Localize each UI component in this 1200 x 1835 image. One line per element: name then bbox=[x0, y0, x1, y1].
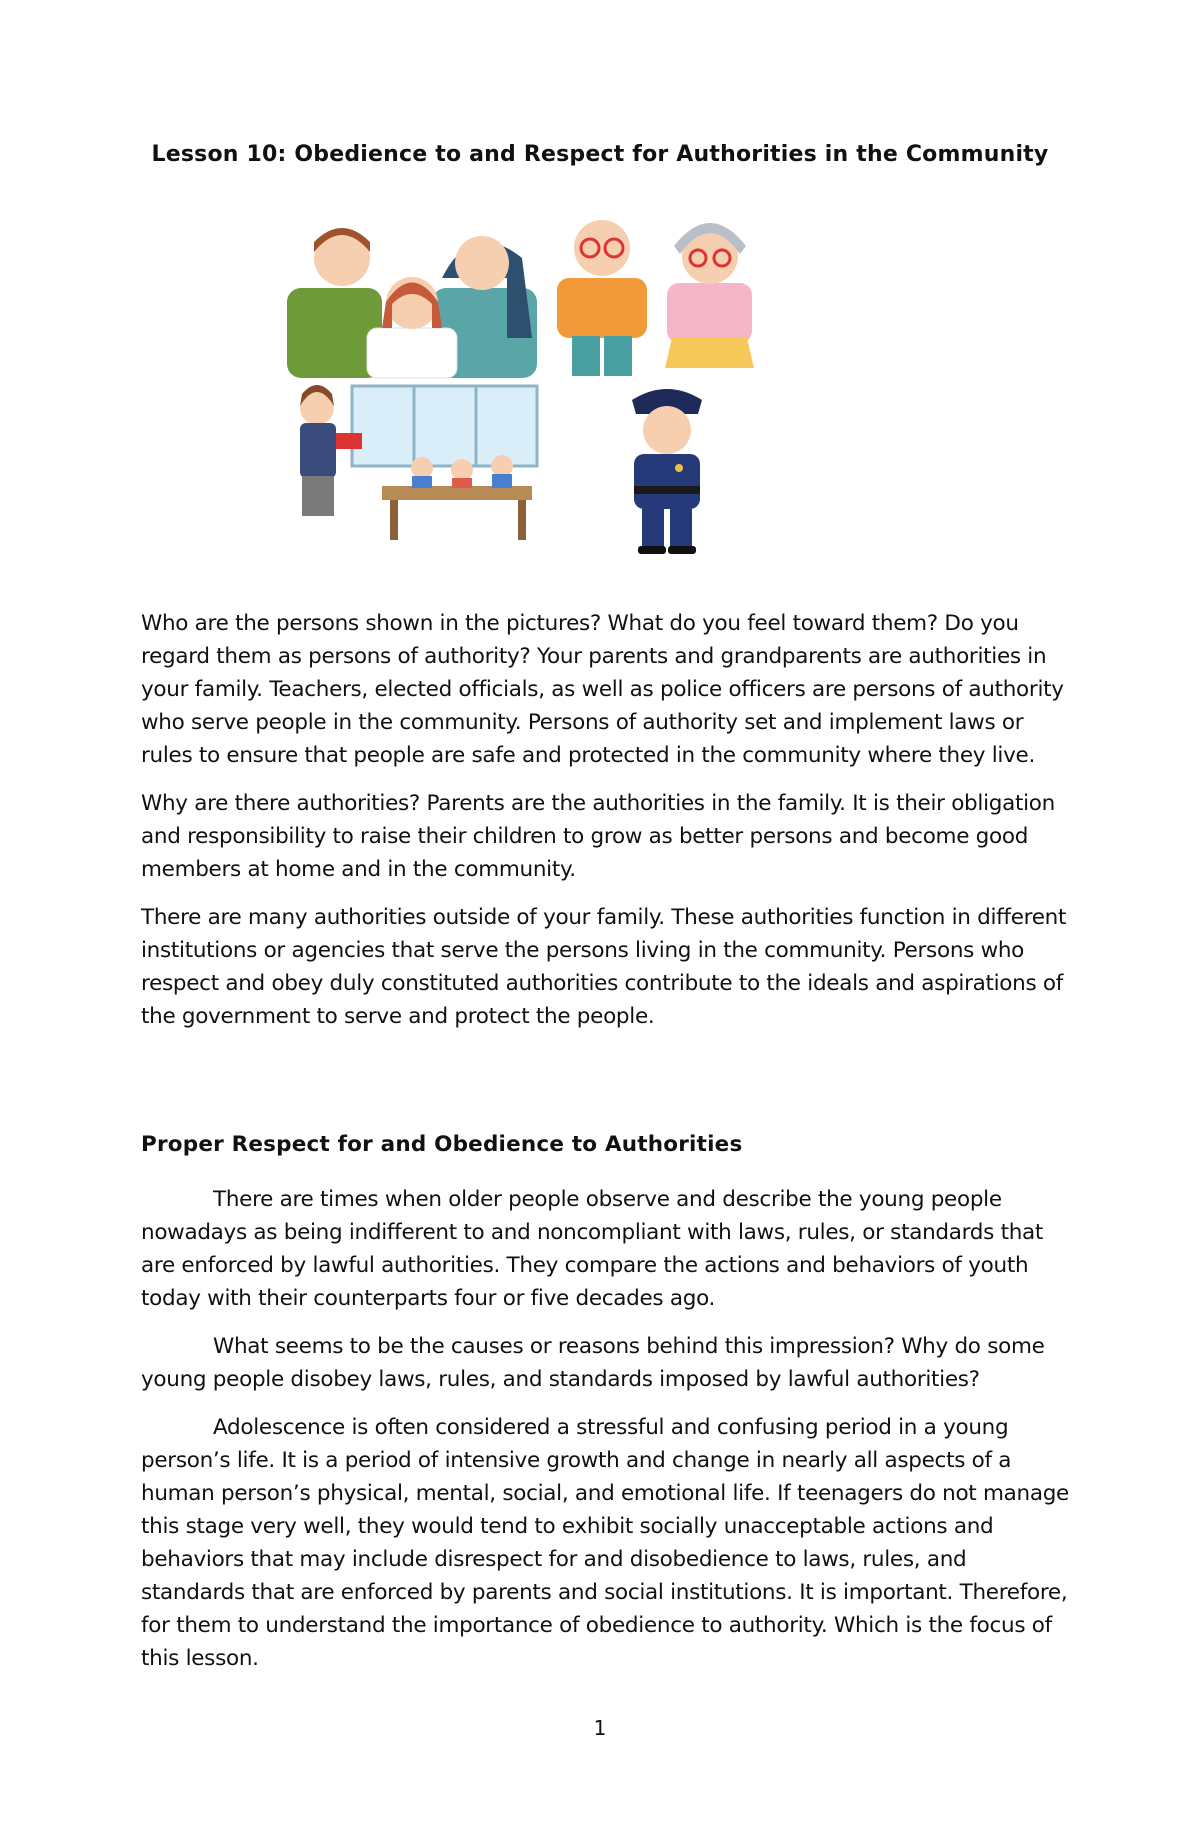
authority-figures-illustration bbox=[282, 218, 812, 558]
section-paragraph: There are times when older people observe and describe the young people nowadays as being indifferent to and noncompliant with laws, rules, or standards that are enforced by lawful authorities. They compare the actions and behaviors of youth today with their counterparts four or five decades ago. bbox=[141, 1187, 1044, 1311]
lesson-title: Lesson 10: Obedience to and Respect for Authorities in the Community bbox=[151, 142, 1049, 167]
family-illustration bbox=[282, 218, 542, 378]
grandparents-illustration bbox=[544, 218, 812, 378]
intro-paragraph: There are many authorities outside of your family. These authorities function in different institutions or agencies that serve the persons living in the community. Persons who respect and obey duly constituted authorities contribute to the ideals and aspirations of the government to serve and protect the people. bbox=[141, 905, 1067, 1029]
police-officer-illustration bbox=[544, 380, 812, 558]
page-number: 1 bbox=[593, 1716, 607, 1740]
section-paragraph: Adolescence is often considered a stressful and confusing period in a young person’s life. It is a period of intensive growth and change in nearly all aspects of a human person’s physical, mental, social, and emotional life. If teenagers do not manage this stage very well, they would tend to exhibit socially unacceptable actions and behaviors that may include disrespect for and disobedience to laws, rules, and standards that are enforced by parents and social institutions. It is important. Therefore, for them to understand the importance of obedience to authority. Which is the focus of this lesson. bbox=[141, 1415, 1069, 1671]
intro-paragraph: Why are there authorities? Parents are the authorities in the family. It is their obligation and responsibility to raise their children to grow as better persons and become good members at home and in the community. bbox=[141, 791, 1055, 882]
intro-paragraph: Who are the persons shown in the pictures? What do you feel toward them? Do you regard them as persons of authority? Your parents and grandparents are authorities in your family. Teachers, elected officials, as well as police officers are persons of authority who serve people in the community. Persons of authority set and implement laws or rules to ensure that people are safe and protected in the community where they live. bbox=[141, 611, 1064, 768]
intro-section bbox=[141, 607, 1071, 1048]
proper-respect-section bbox=[141, 1183, 1071, 1690]
section-paragraph: What seems to be the causes or reasons behind this impression? Why do some young people disobey laws, rules, and standards imposed by lawful authorities? bbox=[141, 1334, 1045, 1392]
section-heading: Proper Respect for and Obedience to Authorities bbox=[141, 1132, 743, 1157]
teacher-classroom-illustration bbox=[282, 380, 542, 558]
